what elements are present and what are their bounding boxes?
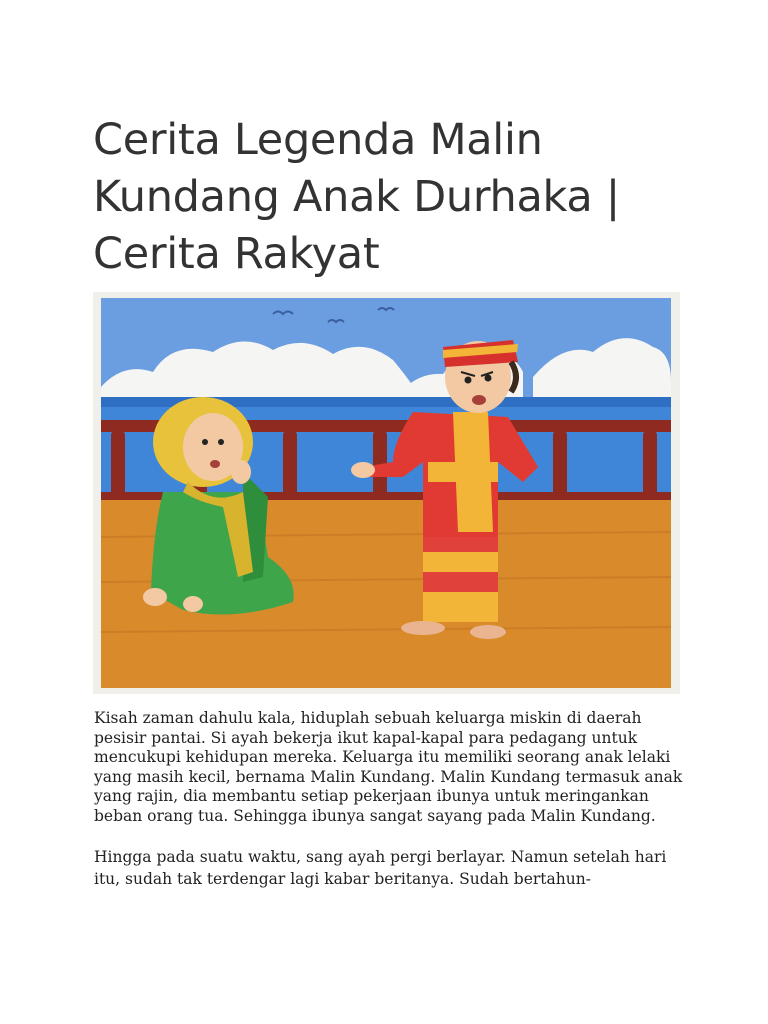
article-body <box>94 709 684 910</box>
malin-kundang-drawing <box>93 292 680 694</box>
story-illustration <box>93 292 680 694</box>
paragraph: Hingga pada suatu waktu, sang ayah pergi berlayar. Namun setelah hari itu, sudah tak terdengar lagi kabar beritanya. Sudah bertahun- <box>94 848 667 889</box>
page-title: Cerita Legenda Malin Kundang Anak Durhaka | Cerita Rakyat <box>93 115 620 279</box>
paragraph: Kisah zaman dahulu kala, hiduplah sebuah keluarga miskin di daerah pesisir pantai. Si ayah bekerja ikut kapal-kapal para pedagang untuk mencukupi kehidupan mereka. Keluarga itu memiliki seorang anak lelaki yang masih kecil, bernama Malin Kundang. Malin Kundang termasuk anak yang rajin, dia membantu setiap pekerjaan ibunya untuk meringankan beban orang tua. Sehingga ibunya sangat sayang pada Malin Kundang. <box>94 709 683 825</box>
